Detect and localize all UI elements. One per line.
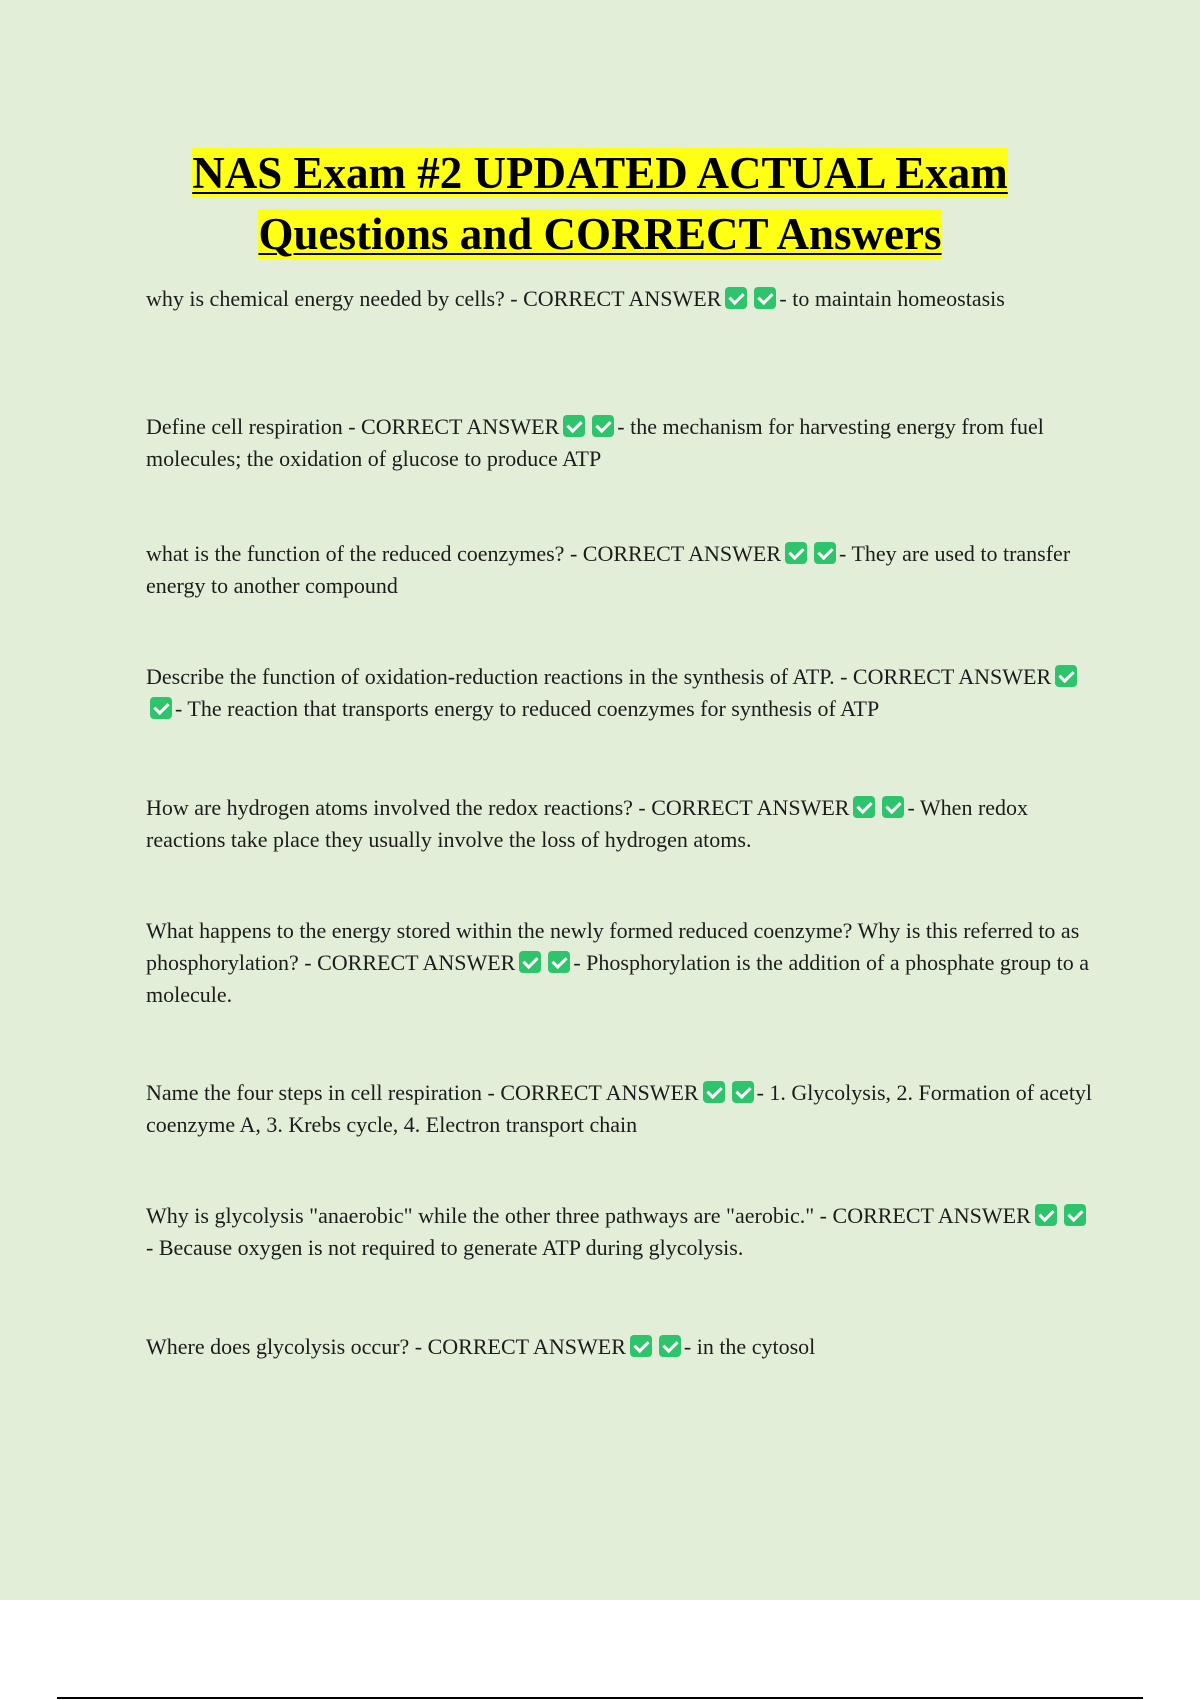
green-check-mark-icon — [814, 542, 836, 564]
green-check-mark-icon — [548, 951, 570, 973]
answer-text: - The reaction that transports energy to reduced coenzymes for synthesis of ATP — [175, 696, 880, 721]
green-check-mark-icon — [630, 1335, 652, 1357]
green-check-mark-icon — [1064, 1204, 1086, 1226]
green-check-mark-icon — [150, 697, 172, 719]
answer-marker: CORRECT ANSWER — [317, 950, 516, 975]
green-check-mark-icon — [1055, 665, 1077, 687]
qa-item-9 — [146, 1331, 1096, 1363]
answer-text: - 1. Glycolysis, 2. Formation of acetyl coenzyme A, 3. Krebs cycle, 4. Electron transport chain — [146, 1080, 1093, 1137]
page-title — [0, 143, 1200, 265]
green-check-mark-icon — [592, 415, 614, 437]
green-check-mark-icon — [703, 1081, 725, 1103]
qa-item-3 — [146, 538, 1096, 602]
qa-item-4 — [146, 661, 1096, 725]
qa-item-7 — [146, 1077, 1096, 1141]
green-check-mark-icon — [519, 951, 541, 973]
green-check-mark-icon — [659, 1335, 681, 1357]
question-text: what is the function of the reduced coenzymes? - — [146, 541, 583, 566]
answer-text: - Phosphorylation is the addition of a phosphate group to a molecule. — [146, 950, 1090, 1007]
answer-text: - When redox reactions take place they usually involve the loss of hydrogen atoms. — [146, 795, 1029, 852]
answer-text: - Because oxygen is not required to generate ATP during glycolysis. — [146, 1235, 744, 1260]
green-check-mark-icon — [853, 796, 875, 818]
answer-text: - They are used to transfer energy to another compound — [146, 541, 1071, 598]
qa-item-2 — [146, 411, 1096, 475]
green-check-mark-icon — [882, 796, 904, 818]
question-text: How are hydrogen atoms involved the redox reactions? - — [146, 795, 652, 820]
qa-item-6 — [146, 915, 1096, 1011]
question-text: Name the four steps in cell respiration - — [146, 1080, 501, 1105]
green-check-mark-icon — [563, 415, 585, 437]
qa-item-5 — [146, 792, 1096, 856]
answer-marker: CORRECT ANSWER — [427, 1334, 626, 1359]
question-text: Where does glycolysis occur? - — [146, 1334, 428, 1359]
answer-text: - to maintain homeostasis — [779, 286, 1005, 311]
green-check-mark-icon — [732, 1081, 754, 1103]
title-line-1: NAS Exam #2 UPDATED ACTUAL Exam — [192, 148, 1008, 198]
answer-marker: CORRECT ANSWER — [523, 286, 722, 311]
answer-marker: CORRECT ANSWER — [582, 541, 782, 566]
answer-text: - the mechanism for harvesting energy from fuel molecules; the oxidation of glucose to produce ATP — [146, 414, 1044, 471]
answer-marker: CORRECT ANSWER — [852, 664, 1052, 689]
question-text: why is chemical energy needed by cells? - — [146, 286, 524, 311]
green-check-mark-icon — [754, 287, 776, 309]
qa-item-1 — [146, 283, 1096, 315]
question-text: Why is glycolysis "anaerobic" while the other three pathways are "aerobic." - — [146, 1203, 833, 1228]
footer-divider — [57, 1697, 1143, 1699]
question-text: Describe the function of oxidation-reduction reactions in the synthesis of ATP. - — [146, 664, 853, 689]
answer-text: - in the cytosol — [683, 1334, 816, 1359]
answer-marker: CORRECT ANSWER — [500, 1080, 699, 1105]
answer-marker: CORRECT ANSWER — [651, 795, 850, 820]
green-check-mark-icon — [1035, 1204, 1057, 1226]
answer-marker: CORRECT ANSWER — [361, 414, 560, 439]
answer-marker: CORRECT ANSWER — [832, 1203, 1031, 1228]
question-text: What happens to the energy stored within the newly formed reduced coenzyme? Why is this referred to as phosphorylation? - — [146, 918, 1080, 975]
green-check-mark-icon — [725, 287, 747, 309]
title-line-2: Questions and CORRECT Answers — [258, 209, 942, 259]
question-text: Define cell respiration - — [146, 414, 362, 439]
qa-item-8 — [146, 1200, 1096, 1264]
green-check-mark-icon — [785, 542, 807, 564]
